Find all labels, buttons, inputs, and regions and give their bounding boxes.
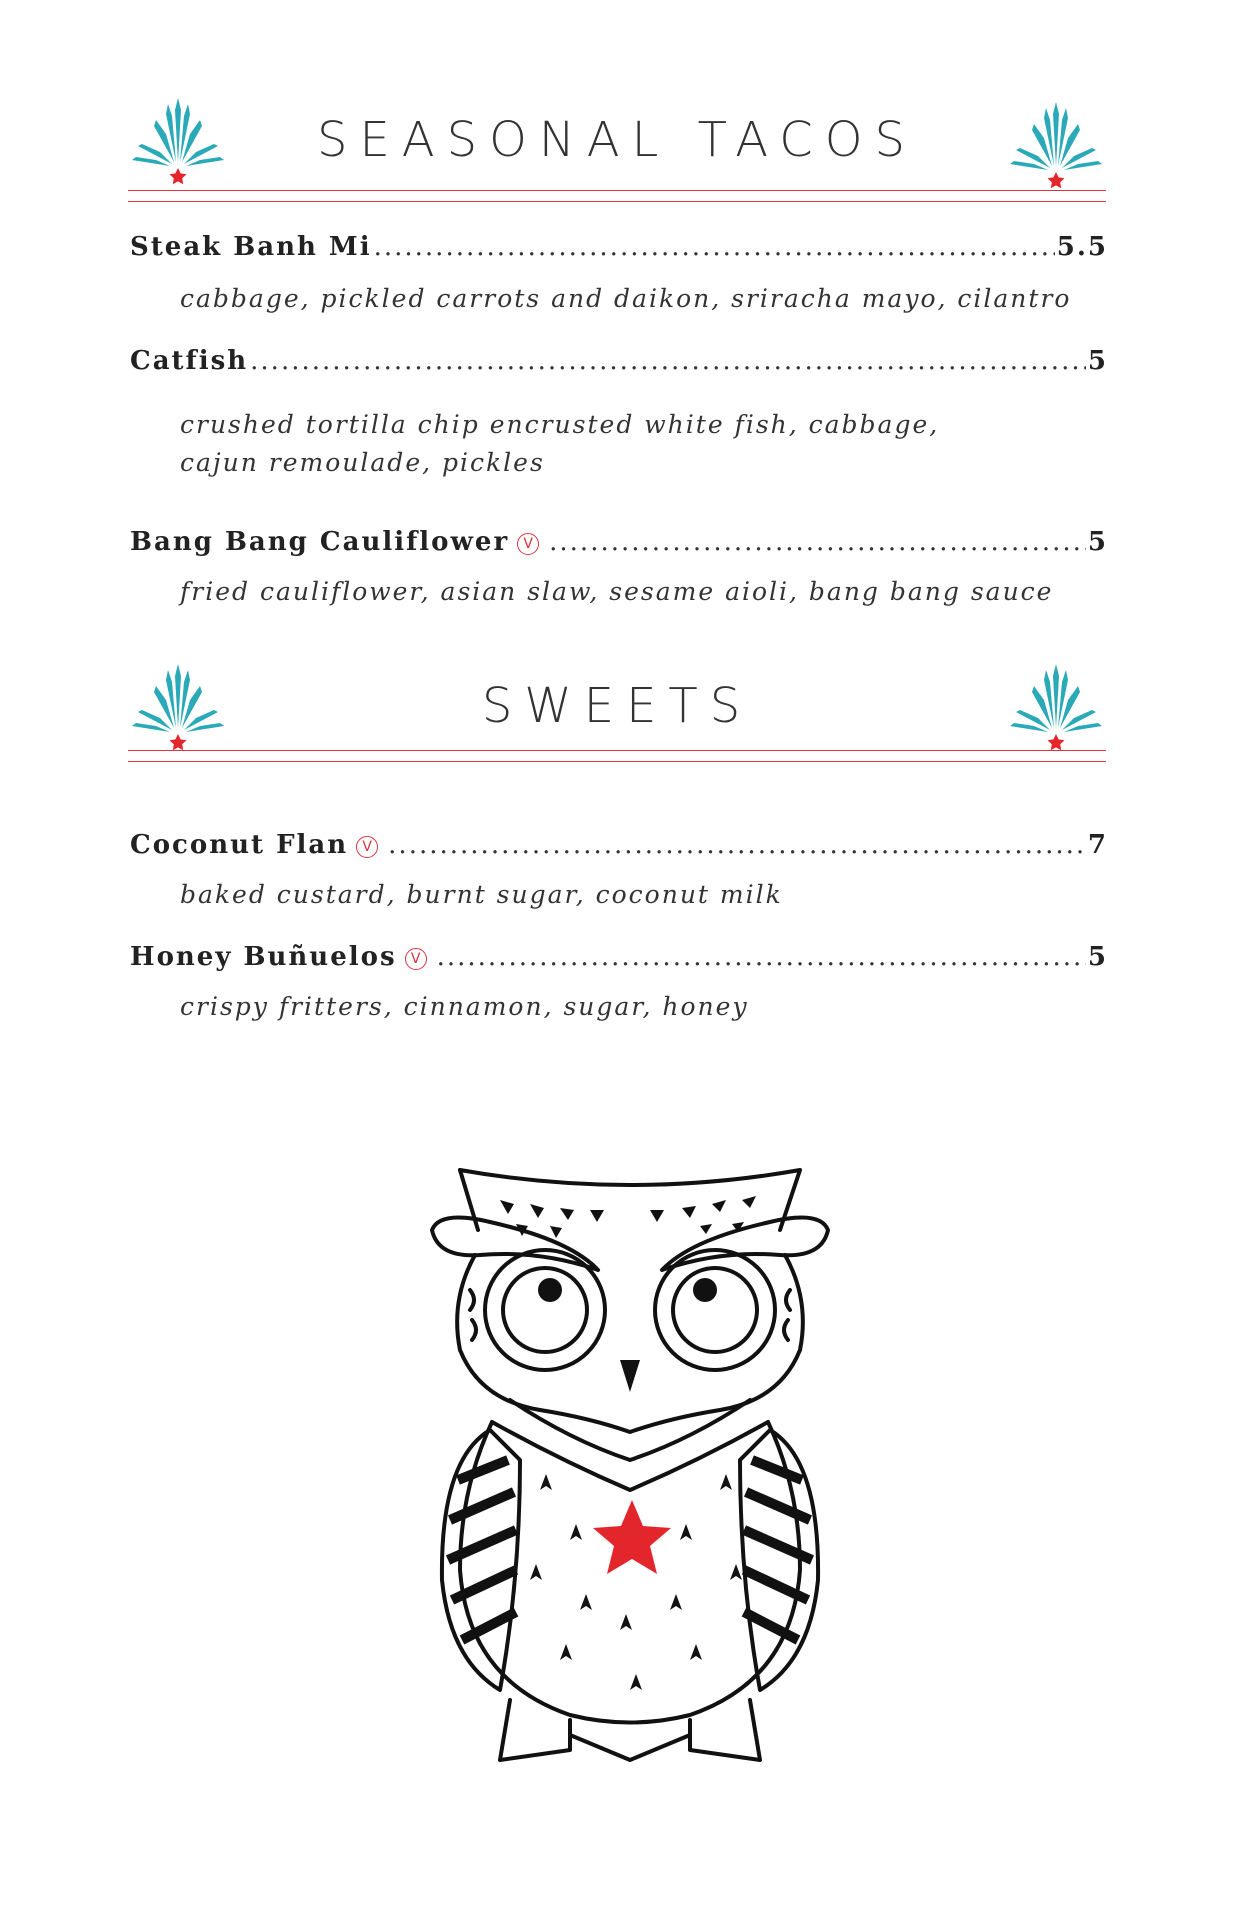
menu-item-steak-banh-mi: [130, 232, 1108, 318]
vegetarian-icon: V: [405, 948, 427, 970]
item-description: [180, 406, 1108, 482]
dot-leader: [374, 232, 1055, 262]
item-description-line: cajun remoulade, pickles: [180, 448, 545, 477]
item-description: crispy fritters, cinnamon, sugar, honey: [180, 992, 749, 1021]
owl-illustration: [420, 1160, 840, 1770]
dot-leader: [388, 830, 1086, 860]
item-name: Bang Bang Cauliflower: [130, 527, 510, 557]
agave-star-icon: [130, 90, 226, 186]
item-description-line: crushed tortilla chip encrusted white fish, cabbage,: [180, 410, 940, 439]
item-name: Catfish: [130, 346, 249, 376]
dot-leader: [437, 942, 1086, 972]
vegetarian-icon: V: [356, 836, 378, 858]
dot-leader: [250, 346, 1086, 376]
section-divider: [128, 190, 1106, 202]
item-name: Steak Banh Mi: [130, 232, 372, 262]
section-title: SEASONAL TACOS: [317, 112, 917, 168]
menu-item-coconut-flan: [130, 830, 1108, 914]
section-divider: [128, 750, 1106, 762]
agave-star-icon: [130, 656, 226, 752]
item-price: 5.5: [1056, 232, 1108, 262]
item-price: 5: [1087, 346, 1108, 376]
section-title: SWEETS: [481, 678, 753, 734]
item-description: fried cauliflower, asian slaw, sesame aioli, bang bang sauce: [180, 577, 1054, 606]
item-name: Honey Buñuelos: [130, 942, 397, 972]
section-header-sweets: [128, 678, 1106, 758]
vegetarian-icon: V: [517, 533, 539, 555]
item-price: 5: [1087, 942, 1108, 972]
item-name: Coconut Flan: [130, 830, 349, 860]
menu-item-bang-bang-cauliflower: [130, 527, 1108, 611]
item-description: cabbage, pickled carrots and daikon, sriracha mayo, cilantro: [180, 284, 1072, 313]
item-price: 7: [1087, 830, 1108, 860]
section-header-seasonal-tacos: [128, 112, 1106, 192]
menu-item-honey-bunuelos: [130, 942, 1108, 1026]
item-description: baked custard, burnt sugar, coconut milk: [180, 880, 783, 909]
menu-item-catfish: [130, 346, 1108, 482]
agave-star-icon: [1008, 656, 1104, 752]
dot-leader: [549, 527, 1086, 557]
agave-star-icon: [1008, 94, 1104, 190]
item-price: 5: [1087, 527, 1108, 557]
